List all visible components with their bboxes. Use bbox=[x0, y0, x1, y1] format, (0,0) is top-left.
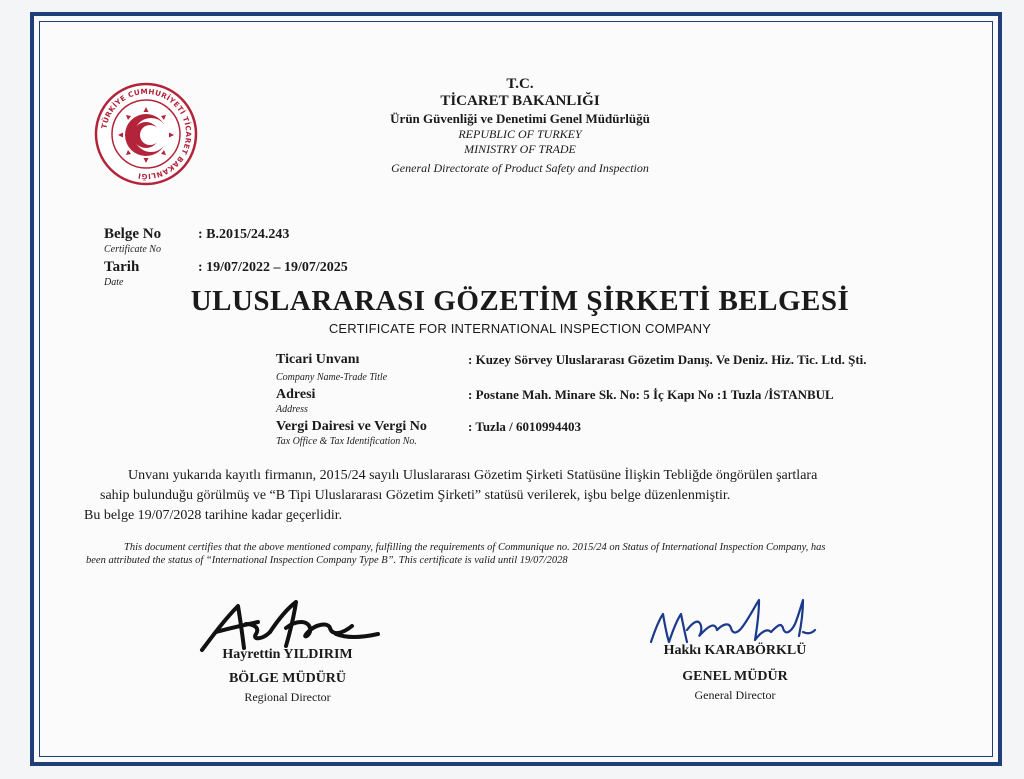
field-trade-title-sub: Company Name-Trade Title bbox=[276, 372, 388, 383]
body-tr-line2: sahip bulunduğu görülmüş ve “B Tipi Uluslararası Gözetim Şirketi” statüsü verilerek, işbu belge düzenlenmiştir. bbox=[100, 488, 731, 503]
document-subtitle: CERTIFICATE FOR INTERNATIONAL INSPECTION COMPANY bbox=[328, 321, 712, 336]
header-tc: T.C. bbox=[506, 76, 534, 92]
body-tr-line1: Unvanı yukarıda kayıtlı firmanın, 2015/24 sayılı Uluslararası Gözetim Şirketi Statüsüne İlişkin Tebliğde öngörülen şartlara bbox=[128, 468, 818, 483]
body-text-en bbox=[86, 541, 935, 567]
field-tax-label: Vergi Dairesi ve Vergi No bbox=[276, 419, 427, 434]
field-tax-sub: Tax Office & Tax Identification No. bbox=[276, 436, 417, 447]
field-address-sub: Address bbox=[276, 404, 308, 415]
date-sub: Date bbox=[104, 277, 124, 288]
body-en-line1: This document certifies that the above mentioned company, fulfilling the requirements of Communique no. 2015/24 on Status of International Inspection Company, has bbox=[124, 542, 826, 553]
ministry-header bbox=[300, 76, 740, 177]
cert-no-sub: Certificate No bbox=[104, 244, 161, 255]
body-en-line2: been attributed the status of “International Inspection Company Type B”. This certificate is valid until 19/07/2028 bbox=[86, 555, 568, 566]
field-address-label: Adresi bbox=[276, 387, 316, 402]
field-address-value: : Postane Mah. Minare Sk. No: 5 İç Kapı No :1 Tuzla /İSTANBUL bbox=[468, 387, 834, 402]
signatory-left-title-en: Regional Director bbox=[244, 690, 331, 704]
document-title: ULUSLARARASI GÖZETİM ŞİRKETİ BELGESİ bbox=[190, 285, 850, 317]
seal-ring-text: TÜRKİYE CUMHURİYETİ TİCARET BAKANLIĞI bbox=[99, 86, 194, 182]
header-directorate-en: General Directorate of Product Safety and Inspection bbox=[391, 161, 649, 175]
body-tr-line3: Bu belge 19/07/2028 tarihine kadar geçerlidir. bbox=[84, 508, 343, 523]
signatory-right-name: Hakkı KARABÖRKLÜ bbox=[663, 643, 807, 658]
signatory-right-title-en: General Director bbox=[694, 688, 776, 702]
field-trade-title-value: : Kuzey Sörvey Uluslararası Gözetim Danış. Ve Deniz. Hiz. Tic. Ltd. Şti. bbox=[468, 352, 867, 367]
cert-no-label: Belge No bbox=[104, 226, 162, 242]
signatory-left-name: Hayrettin YILDIRIM bbox=[222, 647, 353, 662]
header-republic-en: REPUBLIC OF TURKEY bbox=[458, 127, 582, 141]
field-tax-value: : Tuzla / 6010994403 bbox=[468, 419, 582, 434]
date-value: : 19/07/2022 – 19/07/2025 bbox=[198, 260, 348, 275]
header-ministry-tr: TİCARET BAKANLIĞI bbox=[440, 93, 600, 109]
signatory-left-title: BÖLGE MÜDÜRÜ bbox=[228, 671, 347, 686]
cert-no-value: : B.2015/24.243 bbox=[198, 227, 290, 242]
body-text-tr bbox=[84, 466, 930, 526]
date-label: Tarih bbox=[104, 259, 140, 275]
header-ministry-en: MINISTRY OF TRADE bbox=[464, 142, 576, 156]
field-trade-title-label: Ticari Unvanı bbox=[276, 352, 360, 367]
header-directorate-tr: Ürün Güvenliği ve Denetimi Genel Müdürlüğü bbox=[390, 111, 650, 126]
signatory-right-title: GENEL MÜDÜR bbox=[682, 669, 788, 684]
ministry-seal-icon bbox=[94, 82, 198, 186]
